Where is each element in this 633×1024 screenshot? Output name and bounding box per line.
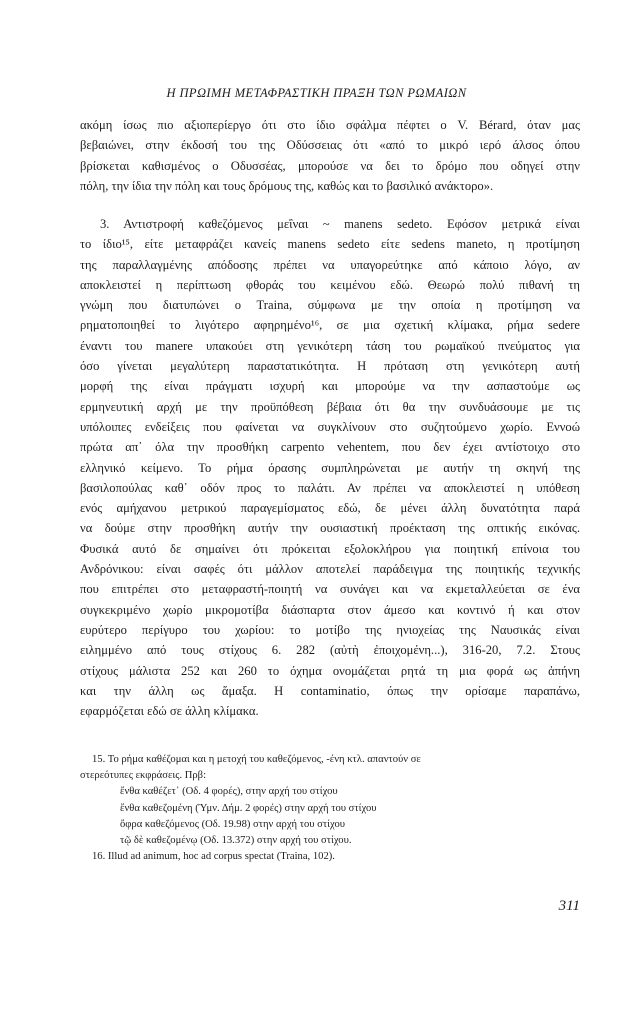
paragraph-2-line: ευρύτερο περίγυρο του χωρίου: το μοτίβο της ηνιοχείας της Ναυσικάς είναι	[80, 622, 580, 637]
paragraph-2-line: το ίδιο¹⁵, είτε μεταφράζει κανείς manens sedeto είτε sedens maneto, η προτίμηση	[80, 237, 580, 252]
footnote-line: 16. Illud ad animum, hoc ad corpus spectat (Traina, 102).	[92, 851, 335, 863]
footnote-line: στερεότυπες εκφράσεις. Πρβ:	[80, 770, 207, 782]
paragraph-2-line: στίχους μάλιστα 252 και 260 το όχημα ονομάζεται ρητά τη μια φορά ως ἀπήνη	[80, 663, 580, 678]
footnotes	[80, 752, 580, 865]
paragraph-2-line: ρηματοποιηθεί το λιγότερο αφηρημένο¹⁶, σε μια σχετική κλίμακα, ρήμα sedere	[80, 318, 580, 333]
paragraph-1	[80, 115, 580, 196]
footnote-line: 15. Το ρήμα καθέζομαι και η μετοχή του καθεζόμενος, -ένη κτλ. απαντούν σε	[92, 754, 421, 765]
footnote-line: τῷ δὲ καθεζομένῳ (Οδ. 13.372) στην αρχή του στίχου.	[120, 835, 352, 847]
paragraph-2-line: της παραλλαγμένης απόδοσης πρέπει να υπαγορεύτηκε από κάποιο λόγο, αν	[80, 257, 580, 272]
paragraph-1-line: πόλη, την ίδια την πόλη και τους δρόμους της, καθώς και το βασιλικό ανάκτορο».	[80, 178, 494, 193]
paragraph-2-line: μορφή της είναι πράγματι ισχυρή και μπορούμε να την ασπαστούμε ως	[80, 379, 580, 394]
paragraph-1-line: βρίσκεται καθισμένος ο Οδυσσέας, μπορούσε να δει το δρόμο που οδηγεί στην	[80, 158, 580, 173]
footnote-line: ἔνθα καθέζετ᾽ (Οδ. 4 φορές), στην αρχή του στίχου	[120, 786, 338, 798]
paragraph-2-line: Ανδρόνικου: είναι σαφές ότι μάλλον αποτελεί παράδειγμα της ποιητικής τεχνικής	[80, 562, 580, 577]
paragraph-2-line: ερμηνευτική αρχή με την προϋπόθεση βέβαια ότι θα την συνδυάσουμε με τις	[80, 399, 580, 414]
paragraph-1-line: ακόμη ίσως πιο αξιοπερίεργο ότι στο ίδιο σφάλμα πέφτει ο V. Bérard, όταν μας	[80, 118, 580, 132]
paragraph-2-line: συγκεκριμένο χωρίο μικρομοτίβα διάσπαρτα στον άμεσο και κοντινό ή και στον	[80, 602, 580, 617]
paragraph-2-line: όσο γίνεται μεγαλύτερη παραστατικότητα. Η πρόταση στη γενικότερη αυτή	[80, 359, 580, 374]
paragraph-2-line: Φυσικά αυτό δε σημαίνει ότι πρόκειται εξολοκλήρου για ποιητική επίνοια του	[80, 541, 580, 556]
paragraph-2	[80, 214, 580, 721]
paragraph-2-line: γνώμη που διατυπώνει ο Traina, σύμφωνα με την οποία η προτίμηση να	[80, 298, 580, 313]
paragraph-1-line: βεβαιώνει, στην έκδοσή του της Οδύσσειας ότι «από το μικρό ιερό άλσος όπου	[80, 138, 580, 153]
paragraph-2-line: ενός αμήχανου μετρικού παραγεμίσματος εδώ, δε μένει άλλη δυνατότητα παρά	[80, 501, 580, 516]
page-number: 311	[558, 898, 580, 914]
paragraph-2-line: ειλημμένο από τους στίχους 6. 282 (αὐτὴ ἐποιχομένη...), 316-20, 7.2. Στους	[80, 643, 580, 658]
paragraph-2-line: έναντι του manere υπακούει στη γενικότερη τάση του ρωμαϊκού πνεύματος για	[80, 338, 580, 353]
paragraph-2-line: πρώτα απ᾽ όλα την προσθήκη carpento vehentem, που δεν έχει αντίστοιχο στο	[80, 440, 580, 455]
running-head: Η ΠΡΩΙΜΗ ΜΕΤΑΦΡΑΣΤΙΚΗ ΠΡΑΞΗ ΤΩΝ ΡΩΜΑΙΩΝ	[166, 86, 467, 100]
paragraph-2-line: υπόλοιπες ενδείξεις που φαίνεται να συγκλίνουν στο συζητούμενο χωρίο. Εννοώ	[80, 419, 580, 434]
paragraph-2-line: ελληνικό κείμενο. Το ρήμα όρασης συμπληρώνεται με αυτήν τη σκηνή της	[80, 460, 580, 475]
paragraph-2-line: να δούμε στην προσθήκη αυτήν την ουσιαστική προέκταση της οπτικής εικόνας.	[80, 521, 580, 536]
paragraph-2-line: που επιτρέπει στο μεταφραστή-ποιητή να συνάγει και να εκμεταλλεύεται σε ένα	[80, 582, 580, 597]
paragraph-2-line: εφαρμόζεται εδώ σε άλλη κλίμακα.	[80, 704, 259, 719]
paragraph-2-line: βασιλοπούλας καθ᾽ οδόν προς το παλάτι. Αν πρέπει να αποκλειστεί η υπόθεση	[80, 480, 580, 495]
footnote-line: ἔνθα καθεζομένη (Ύμν. Δήμ. 2 φορές) στην αρχή του στίχου	[120, 802, 377, 814]
paragraph-2-line: και την άλλη ως ἅμαξα. Η contaminatio, όπως την ορίσαμε παραπάνω,	[80, 683, 580, 698]
footnote-line: ὄφρα καθεζόμενος (Οδ. 19.98) στην αρχή του στίχου	[120, 818, 346, 830]
paragraph-2-line: αποκλειστεί η περίπτωση φθοράς του κειμένου εδώ. Θεωρώ πολύ πιθανή τη	[80, 277, 580, 292]
paragraph-2-line: 3. Αντιστροφή καθεζόμενος μεΐναι ~ manens sedeto. Εφόσον μετρικά είναι	[100, 217, 580, 231]
